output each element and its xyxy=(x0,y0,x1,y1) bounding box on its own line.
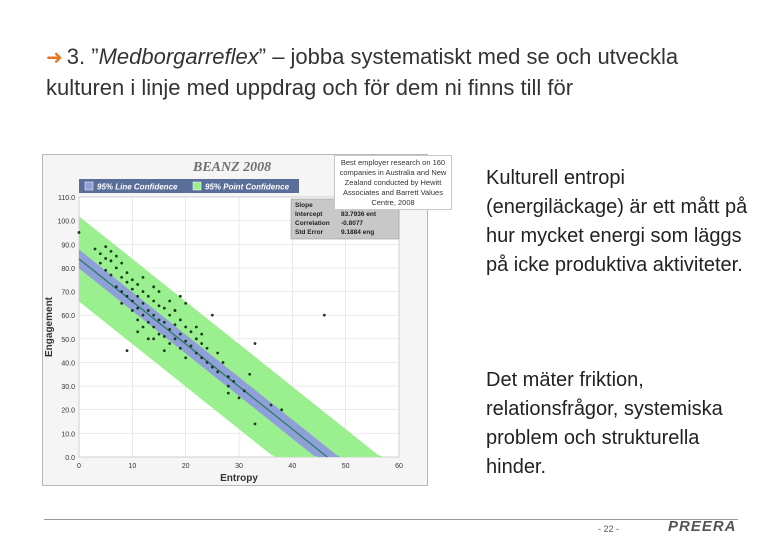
y-tick-label: 80.0 xyxy=(61,265,75,273)
x-tick-label: 10 xyxy=(128,463,137,470)
data-point xyxy=(142,276,145,279)
data-point xyxy=(184,340,187,343)
data-point xyxy=(115,255,118,258)
y-axis-label: Engagement xyxy=(44,296,55,358)
data-point xyxy=(206,347,209,350)
data-point xyxy=(200,356,203,359)
data-point xyxy=(131,309,134,312)
data-point xyxy=(216,352,219,355)
data-point xyxy=(163,307,166,310)
data-point xyxy=(158,290,161,293)
data-point xyxy=(200,342,203,345)
data-point xyxy=(280,408,283,411)
legend-swatch-point xyxy=(193,182,201,190)
data-point xyxy=(152,285,155,288)
data-point xyxy=(120,276,123,279)
data-point xyxy=(270,404,273,407)
title-italic: Medborgarreflex xyxy=(98,44,259,69)
stats-label: Intercept xyxy=(295,211,323,218)
legend-swatch-line xyxy=(85,182,93,190)
data-point xyxy=(152,337,155,340)
entropy-measures: Det mäter friktion, relationsfrågor, systemiska problem och strukturella hinder. xyxy=(486,369,723,478)
chart-title: BEANZ 2008 xyxy=(193,160,272,175)
y-tick-label: 40.0 xyxy=(61,360,75,368)
data-point xyxy=(158,304,161,307)
data-point xyxy=(147,337,150,340)
stats-label: Std Error xyxy=(295,229,324,236)
data-point xyxy=(120,290,123,293)
data-point xyxy=(142,290,145,293)
data-point xyxy=(120,302,123,305)
data-point xyxy=(163,349,166,352)
data-point xyxy=(115,267,118,270)
data-point xyxy=(174,337,177,340)
y-tick-label: 110.0 xyxy=(58,195,75,202)
data-point xyxy=(126,281,129,284)
data-point xyxy=(163,335,166,338)
data-point xyxy=(131,288,134,291)
data-point xyxy=(195,326,198,329)
data-point xyxy=(190,345,193,348)
stats-label: Slope xyxy=(295,202,313,209)
data-point xyxy=(168,342,171,345)
data-point xyxy=(104,245,107,248)
data-point xyxy=(179,333,182,336)
y-tick-label: 20.0 xyxy=(61,407,75,415)
research-note: Best employer research on 160 companies in Australia and New Zealand conducted by Hewitt Associates and Barrett Values Centre, 2008 xyxy=(334,155,452,210)
y-tick-label: 30.0 xyxy=(61,384,75,392)
data-point xyxy=(120,262,123,265)
data-point xyxy=(200,333,203,336)
data-point xyxy=(147,309,150,312)
data-point xyxy=(227,385,230,388)
data-point xyxy=(136,283,139,286)
data-point xyxy=(99,262,102,265)
y-tick-label: 0.0 xyxy=(65,455,75,462)
data-point xyxy=(254,342,257,345)
data-point xyxy=(184,356,187,359)
data-point xyxy=(110,250,113,253)
data-point xyxy=(168,314,171,317)
data-point xyxy=(179,347,182,350)
data-point xyxy=(243,389,246,392)
y-tick-label: 90.0 xyxy=(61,242,75,250)
footer-divider xyxy=(44,519,738,520)
data-point xyxy=(104,257,107,260)
data-point xyxy=(174,309,177,312)
arrow-right-icon: ➜ xyxy=(46,47,63,69)
data-point xyxy=(78,231,81,234)
data-point xyxy=(126,271,129,274)
page-number: - 22 - xyxy=(598,524,620,534)
stats-value: -0.8077 xyxy=(341,220,364,227)
data-point xyxy=(227,392,230,395)
data-point xyxy=(142,326,145,329)
x-tick-label: 40 xyxy=(288,463,297,470)
data-point xyxy=(131,300,134,303)
data-point xyxy=(211,366,214,369)
legend-label-line: 95% Line Confidence xyxy=(97,182,178,192)
stats-value: 83.7936 ent xyxy=(341,211,377,218)
data-point xyxy=(136,295,139,298)
data-point xyxy=(152,300,155,303)
data-point xyxy=(195,352,198,355)
data-point xyxy=(184,326,187,329)
data-point xyxy=(142,314,145,317)
preera-logo: PREERA xyxy=(668,518,737,535)
data-point xyxy=(179,295,182,298)
data-point xyxy=(323,314,326,317)
data-point xyxy=(126,295,129,298)
data-point xyxy=(254,423,257,426)
data-point xyxy=(147,295,150,298)
data-point xyxy=(216,371,219,374)
data-point xyxy=(190,330,193,333)
data-point xyxy=(142,302,145,305)
x-tick-label: 30 xyxy=(235,463,243,470)
slide-title xyxy=(46,42,746,102)
data-point xyxy=(248,373,251,376)
data-point xyxy=(184,302,187,305)
stats-value: 9.1884 eng xyxy=(341,229,375,236)
x-tick-label: 0 xyxy=(77,463,81,470)
data-point xyxy=(136,307,139,310)
data-point xyxy=(174,323,177,326)
x-tick-label: 60 xyxy=(395,463,403,470)
data-point xyxy=(136,319,139,322)
data-point xyxy=(158,319,161,322)
data-point xyxy=(136,330,139,333)
data-point xyxy=(126,349,129,352)
data-point xyxy=(158,333,161,336)
data-point xyxy=(115,285,118,288)
data-point xyxy=(152,314,155,317)
data-point xyxy=(238,397,241,400)
data-point xyxy=(152,326,155,329)
y-tick-label: 70.0 xyxy=(61,289,75,297)
title-prefix: 3. ” xyxy=(66,44,99,69)
x-tick-label: 20 xyxy=(181,463,190,470)
data-point xyxy=(227,375,230,378)
data-point xyxy=(222,361,225,364)
data-point xyxy=(195,337,198,340)
y-tick-label: 50.0 xyxy=(61,336,75,344)
x-axis-label: Entropy xyxy=(220,473,258,484)
data-point xyxy=(110,259,113,262)
data-point xyxy=(179,319,182,322)
stats-label: Correlation xyxy=(295,220,330,227)
data-point xyxy=(232,380,235,383)
y-tick-label: 60.0 xyxy=(61,313,75,321)
data-point xyxy=(110,274,113,277)
data-point xyxy=(147,321,150,324)
entropy-definition: Kulturell entropi (energiläckage) är ett mått på hur mycket energi som läggs på icke produktiva aktiviteter. xyxy=(486,167,748,276)
title-rest: ” – jobba systematiskt med se och utveckla kulturen i linje med uppdrag och för dem ni finns till för xyxy=(46,44,679,100)
data-point xyxy=(168,300,171,303)
y-tick-label: 100.0 xyxy=(57,218,75,226)
data-point xyxy=(104,269,107,272)
data-point xyxy=(99,252,102,255)
data-point xyxy=(163,321,166,324)
data-point xyxy=(211,314,214,317)
y-tick-label: 10.0 xyxy=(61,431,75,439)
data-point xyxy=(131,278,134,281)
x-tick-label: 50 xyxy=(341,463,350,470)
legend-label-point: 95% Point Confidence xyxy=(205,182,290,192)
data-point xyxy=(206,361,209,364)
data-point xyxy=(168,328,171,331)
data-point xyxy=(94,248,97,251)
